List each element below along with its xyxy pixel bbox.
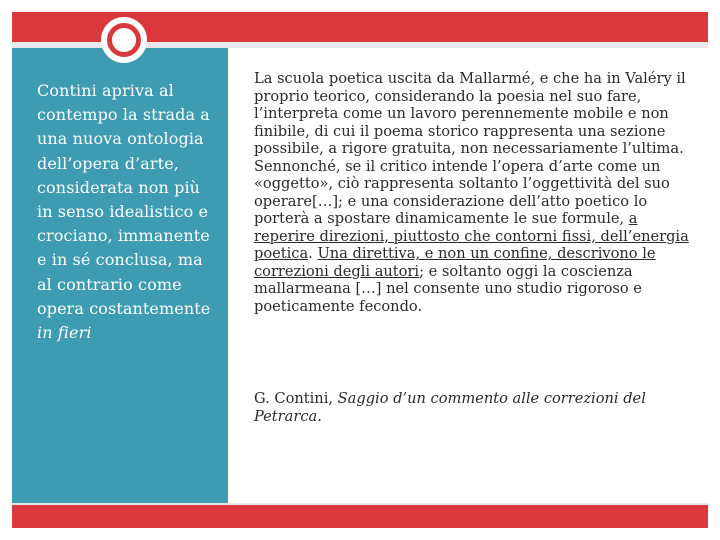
quote-underline-2: Una direttiva, e non un confine, descrivono le correzioni degli autori bbox=[254, 245, 656, 280]
citation-author: G. Contini, bbox=[254, 390, 338, 407]
quote-underline-1: a reperire direzioni, piuttosto che contorni fissi, dell’energia poetica bbox=[254, 210, 689, 262]
quote-part-2: . bbox=[308, 245, 318, 262]
quotation bbox=[254, 70, 694, 315]
citation bbox=[254, 390, 694, 425]
bottom-bar bbox=[12, 505, 708, 528]
circle-emblem-icon bbox=[101, 17, 147, 63]
circle-emblem-ring bbox=[107, 23, 141, 57]
quote-part-1: La scuola poetica uscita da Mallarmé, e che ha in Valéry il proprio teorico, considerando la poesia nel suo fare, l’interpreta come un lavoro perennemente mobile e non finibile, di cui il poema storico rappresenta una sezione possibile, a rigore gratuita, non necessariamente l’ultima. Sennonché, se il critico intende l’opera d’arte come un «oggetto», ciò rappresenta soltanto l’oggettività del suo operare[…]; e una considerazione dell’atto poetico lo porterà a spostare dinamicamente le sue formule, bbox=[254, 70, 686, 227]
citation-title: Saggio d’un commento alle correzioni del Petrarca. bbox=[254, 390, 646, 425]
left-text-body: Contini apriva al contempo la strada a una nuova ontologia dell’opera d’arte, considerata non più in senso idealistico e crociano, immanente e in sé conclusa, ma al contrario come opera costantemente bbox=[37, 81, 211, 318]
left-panel-text bbox=[37, 79, 219, 345]
left-text-italic: in fieri bbox=[37, 323, 92, 343]
quote-part-3: ; e soltanto oggi la coscienza mallarmeana […] nel consente uno studio rigoroso e poeticamente fecondo. bbox=[254, 262, 642, 315]
